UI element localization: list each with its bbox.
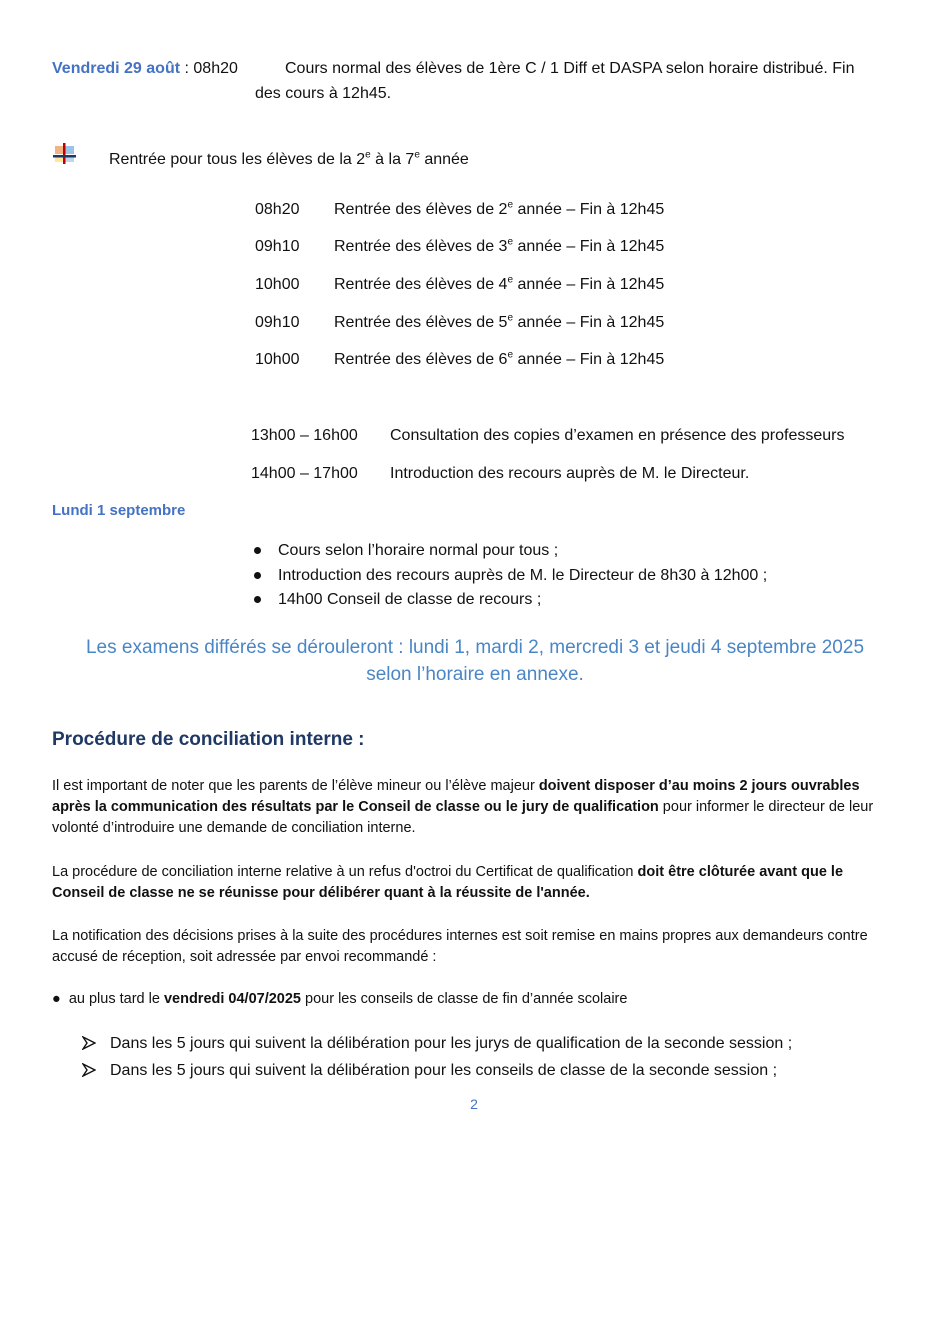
procedure-paragraph-3: La notification des décisions prises à la suite des procédures internes est soit remise en mains propres aux demandeurs contre accusé de réception, soit adressée par envoi recommandé : <box>52 928 868 965</box>
schedule-text-sup: e <box>507 274 514 286</box>
afternoon-time: 13h00 – 16h00 <box>251 427 358 444</box>
arrow-bullet-icon <box>82 1063 96 1082</box>
arrow-bullet-icon <box>82 1036 96 1055</box>
monday-item: 14h00 Conseil de classe de recours ; <box>278 591 542 608</box>
monday-label: Lundi 1 septembre <box>52 502 186 519</box>
afternoon-text: Introduction des recours auprès de M. le Directeur. <box>390 465 750 482</box>
schedule-text <box>334 235 664 259</box>
schedule-text-suffix: année – Fin à 12h45 <box>513 201 665 218</box>
friday-time: 08h20 <box>193 60 238 77</box>
schedule-text-suffix: année – Fin à 12h45 <box>513 276 665 293</box>
rentree-title-mid: à la 7 <box>370 151 415 168</box>
schedule-text-sup: e <box>507 236 514 248</box>
schedule-text-prefix: Rentrée des élèves de 4 <box>334 276 508 293</box>
schedule-time: 09h10 <box>255 314 300 331</box>
deadline-text: au plus tard le <box>68 991 164 1007</box>
schedule-time: 10h00 <box>255 276 300 293</box>
schedule-text <box>334 273 664 297</box>
schedule-text <box>334 348 664 372</box>
rentree-title-sup2: e <box>414 149 420 161</box>
schedule-text-suffix: année – Fin à 12h45 <box>513 314 665 331</box>
rentree-title-prefix: Rentrée pour tous les élèves de la 2 <box>109 151 366 168</box>
deadline-line <box>52 989 627 1010</box>
schedule-text-suffix: année – Fin à 12h45 <box>513 351 665 368</box>
friday-text-line2: des cours à 12h45. <box>255 85 392 102</box>
schedule-text <box>334 311 664 335</box>
procedure-paragraph-1 <box>52 776 892 839</box>
afternoon-text: Consultation des copies d’examen en présence des professeurs <box>390 427 845 444</box>
rentree-title <box>109 148 469 172</box>
friday-text-line1: Cours normal des élèves de 1ère C / 1 Diff et DASPA selon horaire distribué. Fin <box>285 60 855 77</box>
schedule-text-suffix: année – Fin à 12h45 <box>513 238 665 255</box>
schedule-time: 10h00 <box>255 351 300 368</box>
bullet-icon <box>254 596 261 603</box>
rentree-title-suffix: année <box>419 151 469 168</box>
exams-line2: selon l’horaire en annexe. <box>366 664 584 685</box>
schedule-text-prefix: Rentrée des élèves de 5 <box>334 314 508 331</box>
bullet-icon <box>254 547 261 554</box>
procedure-heading: Procédure de conciliation interne : <box>52 729 365 750</box>
bullet-icon: ● <box>52 991 61 1007</box>
schedule-text-sup: e <box>507 312 514 324</box>
schedule-time: 09h10 <box>255 238 300 255</box>
procedure-paragraph-2 <box>52 862 892 904</box>
friday-line <box>52 57 238 81</box>
schedule-time: 08h20 <box>255 201 300 218</box>
bullet-icon <box>254 572 261 579</box>
monday-item: Cours selon l’horaire normal pour tous ; <box>278 542 559 559</box>
schedule-text-sup: e <box>507 349 514 361</box>
schedule-text-prefix: Rentrée des élèves de 3 <box>334 238 508 255</box>
deadline-date: vendredi 04/07/2025 <box>163 991 301 1007</box>
p1-text-end: pour informer le directeur de leur volonté d’introduire une demande de conciliation interne. <box>52 799 874 836</box>
exams-line1: Les examens différés se dérouleront : lundi 1, mardi 2, mercredi 3 et jeudi 4 septembre 2025 <box>85 637 865 658</box>
page-number: 2 <box>470 1096 478 1112</box>
schedule-text-sup: e <box>507 199 514 211</box>
deadline-text-end: pour les conseils de classe de fin d’année scolaire <box>301 991 628 1007</box>
arrow-item: Dans les 5 jours qui suivent la délibération pour les jurys de qualification de la seconde session ; <box>110 1035 793 1052</box>
arrow-item: Dans les 5 jours qui suivent la délibération pour les conseils de classe de la seconde session ; <box>110 1062 778 1079</box>
p1-text: Il est important de noter que les parents de l’élève mineur ou l’élève majeur <box>52 778 539 794</box>
p2-bold: doit être clôturée avant que le Conseil de classe ne se réunisse pour délibérer quant à la réussite de l'année. <box>52 864 844 901</box>
schedule-text-prefix: Rentrée des élèves de 6 <box>334 351 508 368</box>
afternoon-time: 14h00 – 17h00 <box>251 465 358 482</box>
friday-separator: : <box>180 60 194 77</box>
schedule-text <box>334 198 664 222</box>
rentree-title-sup1: e <box>365 149 371 161</box>
schedule-text-prefix: Rentrée des élèves de 2 <box>334 201 508 218</box>
p2-text: La procédure de conciliation interne relative à un refus d'octroi du Certificat de qualification <box>52 864 638 880</box>
p1-bold: doivent disposer d’au moins 2 jours ouvrables après la communication des résultats par le Conseil de classe ou le jury de qualification <box>52 778 860 815</box>
decorative-cross-icon <box>53 143 77 165</box>
friday-date: Vendredi 29 août <box>52 60 181 77</box>
monday-item: Introduction des recours auprès de M. le Directeur de 8h30 à 12h00 ; <box>278 567 768 584</box>
